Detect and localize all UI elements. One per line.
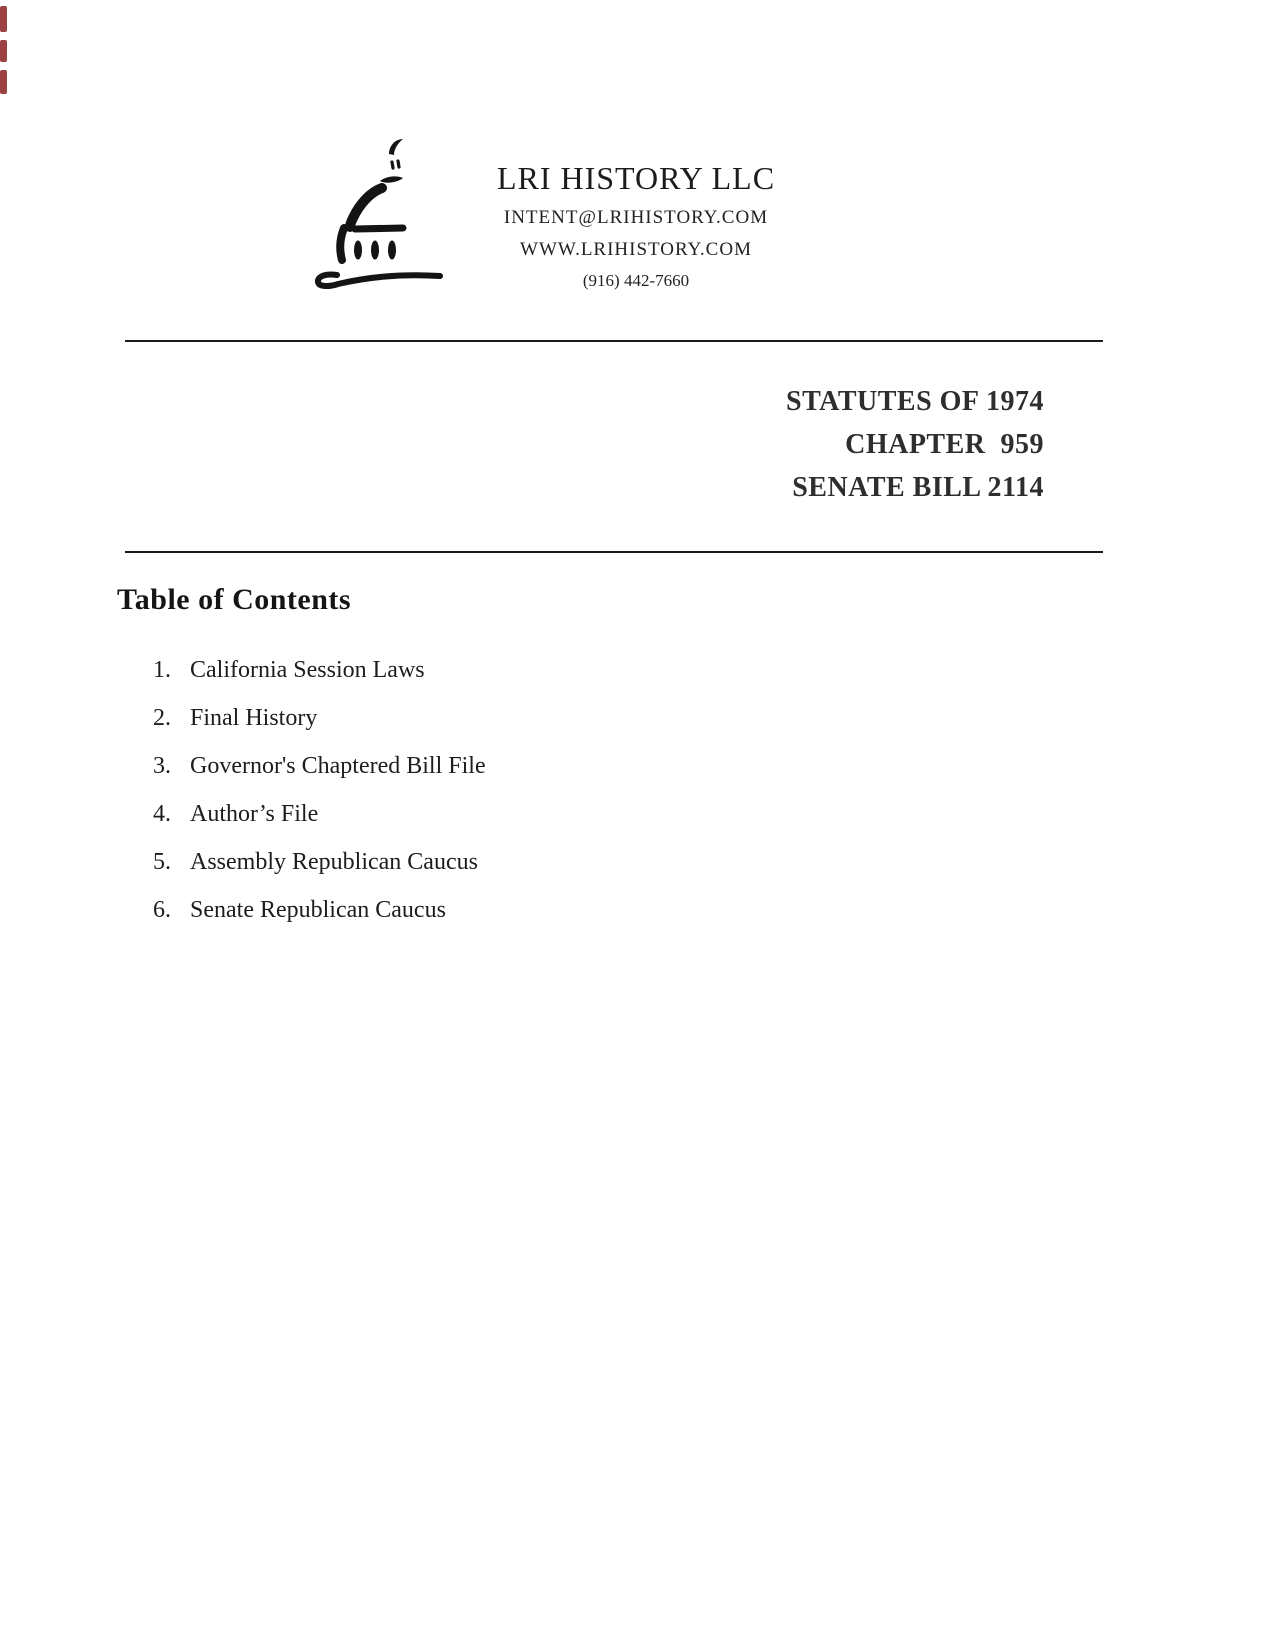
toc-item (117, 657, 486, 705)
email-address: INTENT@LRIHISTORY.COM (503, 207, 769, 228)
scan-artifact-mark (0, 70, 7, 94)
table-of-contents (117, 583, 486, 945)
senate-bill-line: SENATE BILL 2114 (792, 472, 1044, 503)
toc-item-label: Governor's Chaptered Bill File (190, 753, 486, 779)
toc-item (117, 753, 486, 801)
bill-title-block (786, 380, 1044, 509)
toc-list (117, 657, 486, 945)
scan-artifact-mark (0, 40, 7, 62)
toc-item-number: 1. (153, 657, 171, 683)
toc-item-label: Assembly Republican Caucus (190, 849, 478, 875)
toc-item-label: California Session Laws (190, 657, 425, 683)
phone-number: (916) 442-7660 (582, 271, 690, 290)
toc-item (117, 897, 486, 945)
toc-item-label: Senate Republican Caucus (190, 897, 446, 923)
toc-item-number: 6. (153, 897, 171, 923)
toc-item (117, 705, 486, 753)
toc-item-label: Author’s File (190, 801, 319, 827)
toc-item-number: 4. (153, 801, 171, 827)
toc-item (117, 849, 486, 897)
toc-item-number: 5. (153, 849, 171, 875)
scan-artifact-mark (0, 6, 7, 32)
website-url: WWW.LRIHISTORY.COM (520, 239, 752, 260)
toc-item-number: 3. (153, 753, 171, 779)
statutes-line: STATUTES OF 1974 (786, 386, 1044, 417)
contact-block (466, 160, 806, 291)
chapter-line: CHAPTER 959 (845, 429, 1044, 460)
toc-heading: Table of Contents (117, 583, 352, 616)
divider-bottom (125, 551, 1103, 553)
toc-item-label: Final History (190, 705, 318, 731)
toc-item (117, 801, 486, 849)
toc-item-number: 2. (153, 705, 171, 731)
capitol-dome-logo-icon (292, 126, 462, 291)
company-name: LRI HISTORY LLC (496, 160, 776, 196)
divider-top (125, 340, 1103, 342)
